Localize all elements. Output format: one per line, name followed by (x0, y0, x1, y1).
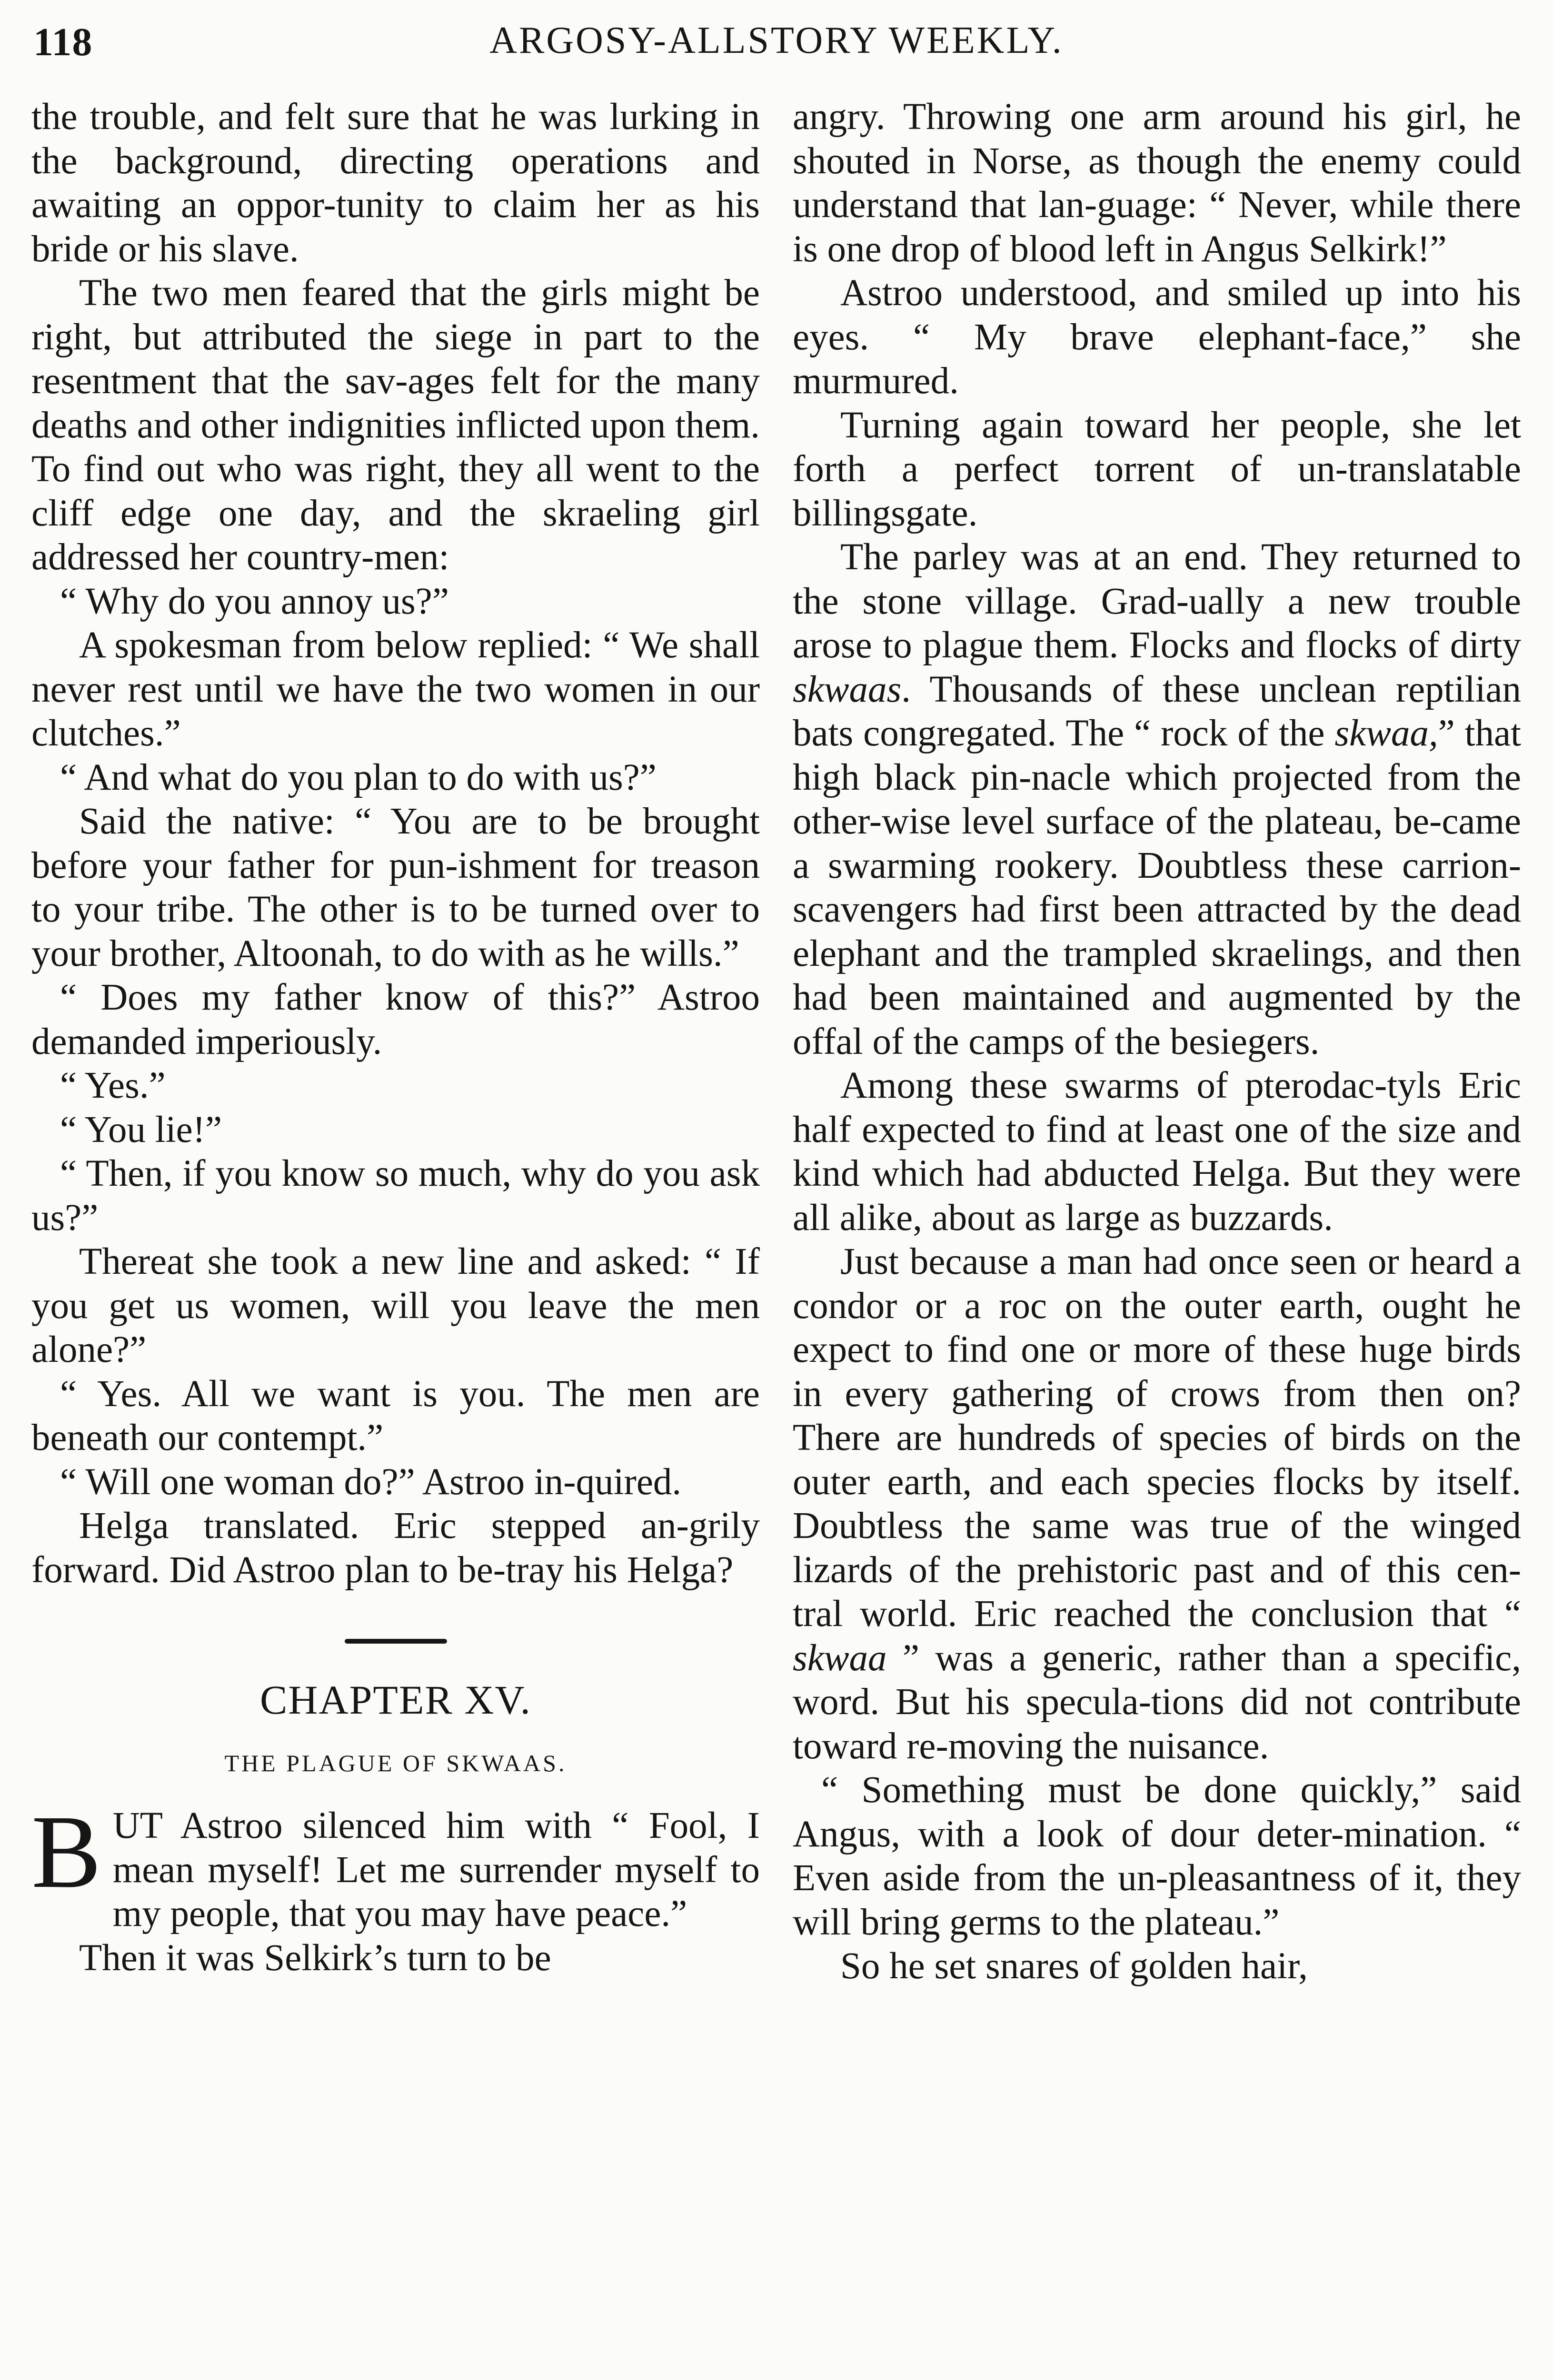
italic-term: skwaa, (1334, 713, 1438, 754)
opening-text: UT Astroo silenced him with “ Fool, I mean myself! Let me surrender myself to my people, that you may have peace.” (112, 1805, 760, 1934)
paragraph: “ Why do you annoy us?” (60, 580, 449, 622)
paragraph: the trouble, and felt sure that he was lurking in the background, directing operations and awaiting an oppor-tunity to claim her as his bride or his slave. (31, 96, 760, 270)
paragraph: “ Yes. All we want is you. The men are beneath our contempt.” (31, 1373, 760, 1458)
paragraph: “ And what do you plan to do with us?” (60, 756, 657, 798)
chapter-subtitle: THE PLAGUE OF SKWAAS. (224, 1749, 567, 1776)
left-column (31, 95, 760, 1980)
paragraph: Then it was Selkirk’s turn to be (79, 1937, 551, 1979)
paragraph: Helga translated. Eric stepped an-grily forward. Did Astroo plan to be-tray his Helga? (31, 1505, 760, 1591)
paragraph: Turning again toward her people, she let forth a perfect torrent of un-translatable billingsgate. (793, 404, 1521, 534)
paragraph: “ Something must be done quickly,” said Angus, with a look of dour deter-mination. “ Even aside from the un-pleasantness of it, they will bring germs to the plateau.” (793, 1769, 1521, 1943)
italic-term: skwaa (793, 1637, 887, 1679)
paragraph: Thereat she took a new line and asked: “ If you get us women, will you leave the men alone?” (31, 1241, 760, 1370)
text-run: ” that high black pin-nacle which projected from the other-wise level surface of the plateau, be-came a swarming rookery. Doubtless these carrion-scavengers had first been attracted by the dead elephant and the trampled skraelings, and then had been maintained and augmented by the offal of the camps of the besiegers. (793, 713, 1521, 1062)
paragraph: So he set snares of golden hair, (840, 1945, 1308, 1987)
text-run: ” was a generic, rather than a specific, word. But his specula-tions did not contribute toward re-moving the nuisance. (793, 1637, 1521, 1767)
paragraph: “ Yes.” (60, 1065, 166, 1106)
divider-rule (345, 1639, 447, 1644)
italic-term: skwaas (793, 668, 902, 710)
text-run: The parley was at an end. They returned to the stone village. Grad-ually a new trouble arose to plague them. Flocks and flocks of dirty (793, 536, 1521, 666)
paragraph: “ You lie!” (60, 1109, 222, 1150)
paragraph (793, 1240, 1521, 1768)
paragraph (793, 536, 1521, 1064)
paragraph: Among these swarms of pterodac-tyls Eric half expected to find at least one of the size and kind which had abducted Helga. But they were all alike, about as large as buzzards. (793, 1065, 1521, 1239)
drop-cap: B (31, 1794, 101, 1910)
running-head: ARGOSY-ALLSTORY WEEKLY. (489, 20, 1064, 61)
right-column (793, 95, 1521, 1989)
text-run: . Thousands of these unclean reptilian bats congregated. The “ rock of the (793, 668, 1521, 754)
paragraph: The two men feared that the girls might be right, but attributed the siege in part to the resentment that the sav-ages felt for the many deaths and other indignities inflicted upon them. To find out who was right, they all went to the cliff edge one day, and the skraeling girl addressed her country-men: (31, 272, 760, 578)
paragraph: “ Then, if you know so much, why do you ask us?” (31, 1153, 760, 1239)
paragraph: Said the native: “ You are to be brought before your father for pun-ishment for treason to your tribe. The other is to be turned over to your brother, Altoonah, to do with as he wills.” (31, 801, 760, 974)
paragraph: angry. Throwing one arm around his girl, he shouted in Norse, as though the enemy could understand that lan-guage: “ Never, while there is one drop of blood left in Angus Selkirk!” (793, 96, 1521, 270)
paragraph: Astroo understood, and smiled up into his eyes. “ My brave elephant-face,” she murmured. (793, 272, 1521, 402)
chapter-opening-paragraph (31, 1794, 760, 1936)
paragraph: “ Will one woman do?” Astroo in-quired. (60, 1461, 682, 1503)
page-number: 118 (33, 20, 93, 64)
text-run: Just because a man had once seen or heard a condor or a roc on the outer earth, ought he expect to find one or more of these huge birds in every gathering of crows from then on? There are hundreds of species of birds on the outer earth, and each species flocks by itself. Doubtless the same was true of the winged lizards of the prehistoric past and of this cen-tral world. Eric reached the conclusion that “ (793, 1241, 1521, 1635)
paragraph: “ Does my father know of this?” Astroo demanded imperiously. (31, 977, 760, 1062)
page-header (33, 19, 1520, 67)
chapter-title: CHAPTER XV. (260, 1677, 531, 1723)
section-divider (31, 1616, 760, 1645)
paragraph: A spokesman from below replied: “ We shall never rest until we have the two women in our clutches.” (31, 625, 760, 754)
